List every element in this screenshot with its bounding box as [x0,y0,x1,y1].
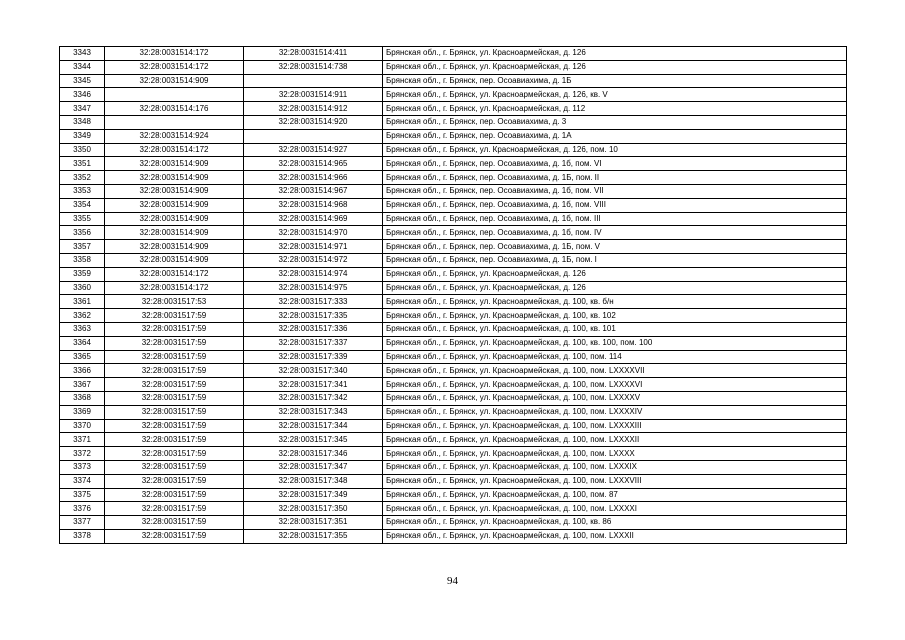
object-number-cell: 32:28:0031517:342 [244,391,383,405]
parcel-number-cell: 32:28:0031517:53 [105,295,244,309]
row-number-cell: 3359 [60,267,105,281]
row-number-cell: 3353 [60,184,105,198]
table-row [60,391,847,405]
address-cell: Брянская обл., г. Брянск, ул. Красноармейская, д. 100, пом. LXXXXI [383,502,847,516]
table-row [60,474,847,488]
address-cell: Брянская обл., г. Брянск, ул. Красноармейская, д. 100, кв. 102 [383,309,847,323]
table-row [60,447,847,461]
address-cell: Брянская обл., г. Брянск, ул. Красноармейская, д. 100, пом. LXXXXIV [383,405,847,419]
object-number-cell: 32:28:0031517:355 [244,529,383,543]
object-number-cell: 32:28:0031514:974 [244,267,383,281]
object-number-cell: 32:28:0031514:738 [244,60,383,74]
row-number-cell: 3365 [60,350,105,364]
row-number-cell: 3361 [60,295,105,309]
address-cell: Брянская обл., г. Брянск, пер. Осоавиахима, д. 1б, пом. VI [383,157,847,171]
row-number-cell: 3348 [60,115,105,129]
parcel-number-cell: 32:28:0031514:924 [105,129,244,143]
table-row [60,157,847,171]
object-number-cell: 32:28:0031517:341 [244,378,383,392]
parcel-number-cell: 32:28:0031514:909 [105,240,244,254]
object-number-cell: 32:28:0031517:336 [244,322,383,336]
object-number-cell: 32:28:0031517:339 [244,350,383,364]
object-number-cell [244,74,383,88]
table-row [60,102,847,116]
object-number-cell: 32:28:0031517:340 [244,364,383,378]
parcel-number-cell: 32:28:0031514:909 [105,253,244,267]
row-number-cell: 3377 [60,516,105,530]
page-number: 94 [447,575,458,587]
object-number-cell: 32:28:0031514:911 [244,88,383,102]
table-row [60,516,847,530]
table-row [60,171,847,185]
address-cell: Брянская обл., г. Брянск, пер. Осоавиахима, д. 1Б, пом. I [383,253,847,267]
object-number-cell: 32:28:0031517:343 [244,405,383,419]
parcel-number-cell: 32:28:0031517:59 [105,460,244,474]
address-cell: Брянская обл., г. Брянск, пер. Осоавиахима, д. 1б, пом. VIII [383,198,847,212]
table-row [60,129,847,143]
object-number-cell: 32:28:0031517:347 [244,460,383,474]
row-number-cell: 3363 [60,322,105,336]
parcel-number-cell: 32:28:0031517:59 [105,350,244,364]
parcel-number-cell: 32:28:0031514:909 [105,198,244,212]
parcel-number-cell: 32:28:0031517:59 [105,488,244,502]
table-row [60,253,847,267]
parcel-number-cell: 32:28:0031514:909 [105,226,244,240]
parcel-number-cell: 32:28:0031517:59 [105,378,244,392]
parcel-number-cell: 32:28:0031517:59 [105,516,244,530]
address-cell: Брянская обл., г. Брянск, пер. Осоавиахима, д. 1б, пом. VII [383,184,847,198]
address-cell: Брянская обл., г. Брянск, ул. Красноармейская, д. 100, пом. LXXXXVII [383,364,847,378]
address-cell: Брянская обл., г. Брянск, пер. Осоавиахима, д. 1б, пом. IV [383,226,847,240]
parcel-number-cell: 32:28:0031517:59 [105,336,244,350]
object-number-cell: 32:28:0031514:920 [244,115,383,129]
parcel-number-cell: 32:28:0031517:59 [105,474,244,488]
address-cell: Брянская обл., г. Брянск, ул. Красноармейская, д. 100, пом. LXXXII [383,529,847,543]
object-number-cell: 32:28:0031517:345 [244,433,383,447]
table-row [60,488,847,502]
parcel-number-cell: 32:28:0031514:176 [105,102,244,116]
row-number-cell: 3351 [60,157,105,171]
parcel-number-cell [105,115,244,129]
parcel-number-cell: 32:28:0031514:909 [105,74,244,88]
table-row [60,240,847,254]
object-number-cell: 32:28:0031514:968 [244,198,383,212]
parcel-number-cell: 32:28:0031517:59 [105,447,244,461]
table-row [60,364,847,378]
object-number-cell: 32:28:0031517:349 [244,488,383,502]
table-row [60,115,847,129]
object-number-cell: 32:28:0031517:348 [244,474,383,488]
row-number-cell: 3343 [60,47,105,61]
address-cell: Брянская обл., г. Брянск, пер. Осоавиахима, д. 1Б, пом. II [383,171,847,185]
row-number-cell: 3366 [60,364,105,378]
row-number-cell: 3346 [60,88,105,102]
object-number-cell: 32:28:0031517:337 [244,336,383,350]
table-body [60,47,847,544]
address-cell: Брянская обл., г. Брянск, ул. Красноармейская, д. 126 [383,267,847,281]
parcel-number-cell: 32:28:0031514:909 [105,184,244,198]
address-cell: Брянская обл., г. Брянск, пер. Осоавиахима, д. 1А [383,129,847,143]
row-number-cell: 3357 [60,240,105,254]
parcel-number-cell: 32:28:0031514:909 [105,212,244,226]
parcel-number-cell: 32:28:0031514:172 [105,267,244,281]
parcel-number-cell: 32:28:0031517:59 [105,364,244,378]
object-number-cell: 32:28:0031514:975 [244,281,383,295]
address-cell: Брянская обл., г. Брянск, ул. Красноармейская, д. 100, пом. 87 [383,488,847,502]
object-number-cell: 32:28:0031514:411 [244,47,383,61]
parcel-number-cell: 32:28:0031517:59 [105,433,244,447]
parcel-number-cell: 32:28:0031517:59 [105,502,244,516]
row-number-cell: 3360 [60,281,105,295]
parcel-number-cell: 32:28:0031517:59 [105,529,244,543]
address-cell: Брянская обл., г. Брянск, ул. Красноармейская, д. 126, кв. V [383,88,847,102]
row-number-cell: 3373 [60,460,105,474]
row-number-cell: 3358 [60,253,105,267]
row-number-cell: 3370 [60,419,105,433]
address-cell: Брянская обл., г. Брянск, ул. Красноармейская, д. 100, кв. 86 [383,516,847,530]
row-number-cell: 3364 [60,336,105,350]
object-number-cell: 32:28:0031517:335 [244,309,383,323]
table-row [60,405,847,419]
parcel-number-cell: 32:28:0031514:909 [105,157,244,171]
table-row [60,47,847,61]
address-cell: Брянская обл., г. Брянск, ул. Красноармейская, д. 100, пом. 114 [383,350,847,364]
cadastral-table [59,46,847,544]
parcel-number-cell: 32:28:0031514:909 [105,171,244,185]
row-number-cell: 3375 [60,488,105,502]
table-row [60,502,847,516]
row-number-cell: 3372 [60,447,105,461]
address-cell: Брянская обл., г. Брянск, ул. Красноармейская, д. 100, пом. LXXXVIII [383,474,847,488]
table-row [60,433,847,447]
table-row [60,378,847,392]
address-cell: Брянская обл., г. Брянск, ул. Красноармейская, д. 100, пом. LXXXX [383,447,847,461]
object-number-cell: 32:28:0031514:966 [244,171,383,185]
table-row [60,143,847,157]
object-number-cell: 32:28:0031517:344 [244,419,383,433]
row-number-cell: 3376 [60,502,105,516]
address-cell: Брянская обл., г. Брянск, пер. Осоавиахима, д. 1б, пом. III [383,212,847,226]
table-row [60,350,847,364]
table-row [60,60,847,74]
object-number-cell: 32:28:0031517:346 [244,447,383,461]
address-cell: Брянская обл., г. Брянск, ул. Красноармейская, д. 100, пом. LXXXXV [383,391,847,405]
row-number-cell: 3355 [60,212,105,226]
object-number-cell: 32:28:0031517:350 [244,502,383,516]
parcel-number-cell: 32:28:0031517:59 [105,405,244,419]
object-number-cell: 32:28:0031514:971 [244,240,383,254]
object-number-cell: 32:28:0031517:351 [244,516,383,530]
address-cell: Брянская обл., г. Брянск, ул. Красноармейская, д. 100, кв. 101 [383,322,847,336]
address-cell: Брянская обл., г. Брянск, ул. Красноармейская, д. 126 [383,281,847,295]
parcel-number-cell: 32:28:0031517:59 [105,391,244,405]
parcel-number-cell: 32:28:0031517:59 [105,309,244,323]
object-number-cell: 32:28:0031514:965 [244,157,383,171]
parcel-number-cell [105,88,244,102]
address-cell: Брянская обл., г. Брянск, ул. Красноармейская, д. 126, пом. 10 [383,143,847,157]
table-row [60,198,847,212]
object-number-cell: 32:28:0031514:912 [244,102,383,116]
parcel-number-cell: 32:28:0031514:172 [105,47,244,61]
address-cell: Брянская обл., г. Брянск, ул. Красноармейская, д. 100, пом. LXXXXVI [383,378,847,392]
address-cell: Брянская обл., г. Брянск, ул. Красноармейская, д. 126 [383,60,847,74]
parcel-number-cell: 32:28:0031517:59 [105,419,244,433]
table-row [60,336,847,350]
parcel-number-cell: 32:28:0031514:172 [105,143,244,157]
row-number-cell: 3374 [60,474,105,488]
table-row [60,267,847,281]
row-number-cell: 3349 [60,129,105,143]
row-number-cell: 3371 [60,433,105,447]
table-row [60,309,847,323]
address-cell: Брянская обл., г. Брянск, ул. Красноармейская, д. 100, пом. LXXXIX [383,460,847,474]
table-row [60,460,847,474]
table-row [60,88,847,102]
row-number-cell: 3347 [60,102,105,116]
table-row [60,529,847,543]
object-number-cell [244,129,383,143]
row-number-cell: 3378 [60,529,105,543]
address-cell: Брянская обл., г. Брянск, ул. Красноармейская, д. 100, пом. LXXXXIII [383,419,847,433]
object-number-cell: 32:28:0031514:970 [244,226,383,240]
row-number-cell: 3352 [60,171,105,185]
address-cell: Брянская обл., г. Брянск, пер. Осоавиахима, д. 1Б [383,74,847,88]
row-number-cell: 3345 [60,74,105,88]
row-number-cell: 3367 [60,378,105,392]
table-row [60,322,847,336]
object-number-cell: 32:28:0031514:967 [244,184,383,198]
address-cell: Брянская обл., г. Брянск, ул. Красноармейская, д. 100, пом. LXXXXII [383,433,847,447]
table-row [60,226,847,240]
row-number-cell: 3362 [60,309,105,323]
row-number-cell: 3368 [60,391,105,405]
address-cell: Брянская обл., г. Брянск, ул. Красноармейская, д. 100, кв. б/н [383,295,847,309]
address-cell: Брянская обл., г. Брянск, ул. Красноармейская, д. 100, кв. 100, пом. 100 [383,336,847,350]
row-number-cell: 3344 [60,60,105,74]
table-row [60,281,847,295]
row-number-cell: 3356 [60,226,105,240]
object-number-cell: 32:28:0031514:969 [244,212,383,226]
address-cell: Брянская обл., г. Брянск, пер. Осоавиахима, д. 1Б, пом. V [383,240,847,254]
address-cell: Брянская обл., г. Брянск, ул. Красноармейская, д. 126 [383,47,847,61]
object-number-cell: 32:28:0031514:972 [244,253,383,267]
parcel-number-cell: 32:28:0031514:172 [105,281,244,295]
parcel-number-cell: 32:28:0031517:59 [105,322,244,336]
object-number-cell: 32:28:0031517:333 [244,295,383,309]
address-cell: Брянская обл., г. Брянск, пер. Осоавиахима, д. 3 [383,115,847,129]
table-row [60,184,847,198]
table-row [60,74,847,88]
object-number-cell: 32:28:0031514:927 [244,143,383,157]
row-number-cell: 3354 [60,198,105,212]
row-number-cell: 3350 [60,143,105,157]
address-cell: Брянская обл., г. Брянск, ул. Красноармейская, д. 112 [383,102,847,116]
table-row [60,212,847,226]
table-row [60,419,847,433]
table-row [60,295,847,309]
parcel-number-cell: 32:28:0031514:172 [105,60,244,74]
row-number-cell: 3369 [60,405,105,419]
